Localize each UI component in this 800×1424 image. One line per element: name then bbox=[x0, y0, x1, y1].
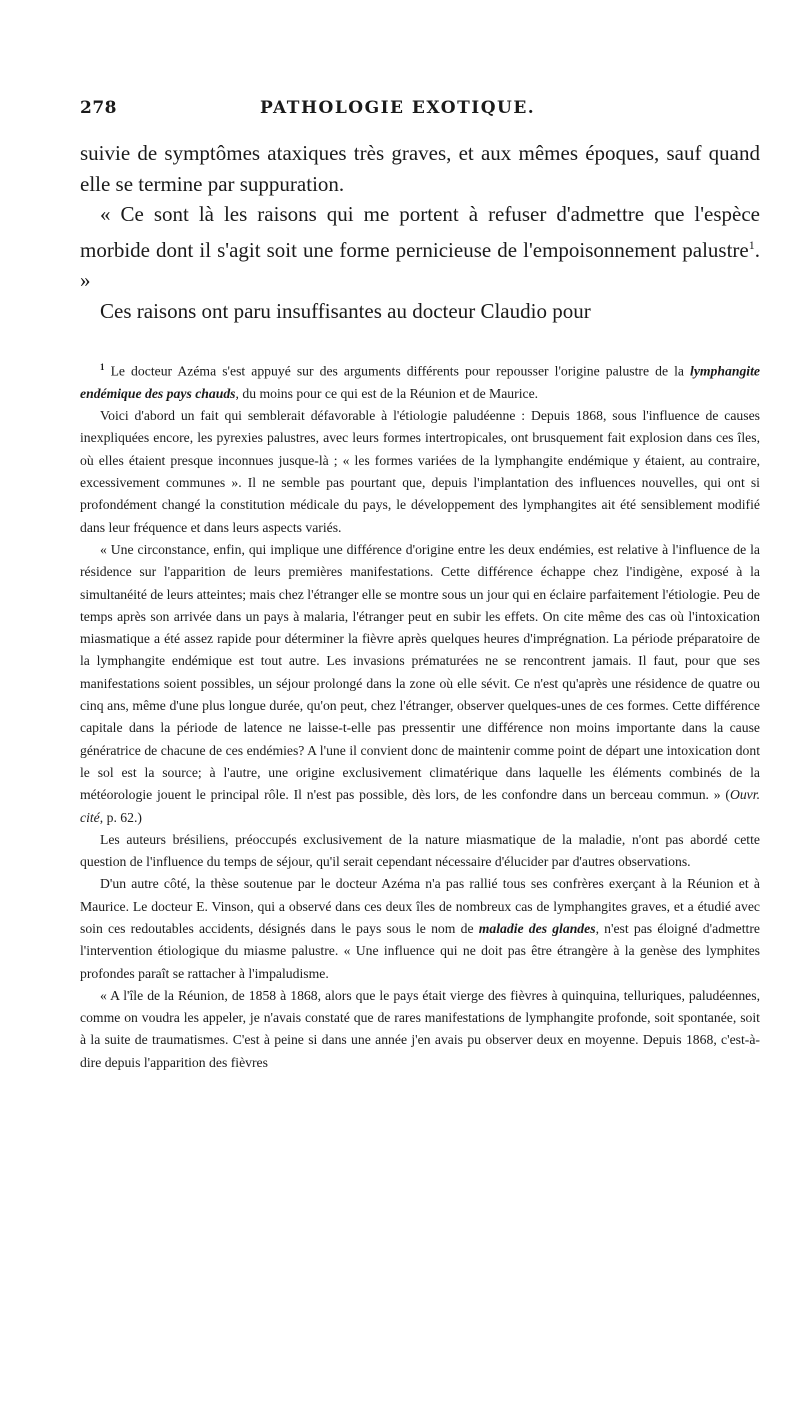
footnote-text: , n'est pas éloigné d'admettre l'intervention étiologique du miasme palustre. « Une influence qui ne doit pas être étrangère à la genèse des lymphites profondes paraît se rattacher à l'impaludisme. bbox=[80, 920, 760, 981]
footnote-paragraph bbox=[80, 539, 760, 829]
footnote-emphasis: lymphangite endémique des pays chauds bbox=[80, 363, 760, 401]
running-title: PATHOLOGIE EXOTIQUE. bbox=[260, 98, 536, 118]
footnote-text: Voici d'abord un fait qui semblerait défavorable à l'étiologie paludéenne : Depuis 1868, sous l'influence de causes inexpliquées encore, les pyrexies palustres, avec leurs formes intertropicales, ont brusquement fait explosion dans ces îles, où elles étaient presque inconnues jusque-là ; « les formes variées de la lymphangite endémique y étaient, au contraire, excessivement communes ». Il ne semble pas pourtant que, depuis l'implantation des influences nouvelles, qui ont si profondément changé la constitution médicale du pays, le développement des lymphangites ait été sensiblement modifié dans leur fréquence et dans leurs aspects variés. bbox=[80, 408, 760, 535]
paragraph-text: « Ce sont là les raisons qui me portent à refuser d'admettre que l'espèce morbide dont il s'agit soit une forme pernicieuse de l'empoisonnement palustre bbox=[80, 202, 760, 262]
footnote-text: , p. 62.) bbox=[99, 809, 142, 825]
footnote-text: Le docteur Azéma s'est appuyé sur des arguments différents pour repousser l'origine palustre de la bbox=[110, 363, 691, 379]
footnote-text: « A l'île de la Réunion, de 1858 à 1868, alors que le pays était vierge des fièvres à quinquina, telluriques, paludéennes, comme on voudra les appeler, je n'avais constaté que de rares manifestations de lymphangite profonde, soit spontanée, soit à la suite de traumatismes. C'est à peine si dans une année j'en avais pu observer deux en moyenne. Depuis 1868, c'est-à-dire depuis l'apparition des fièvres bbox=[80, 987, 760, 1070]
footnote bbox=[80, 356, 760, 405]
footnote-paragraph bbox=[80, 873, 760, 984]
page-number: 278 bbox=[80, 98, 117, 118]
paragraph bbox=[80, 296, 760, 327]
footnote-emphasis: maladie des glandes bbox=[478, 920, 596, 936]
footnote-paragraph bbox=[80, 405, 760, 539]
page-header bbox=[80, 98, 760, 132]
footnote-text: Les auteurs brésiliens, préoccupés exclusivement de la nature miasmatique de la maladie, n'ont pas abordé cette question de l'influence du temps de séjour, qu'il serait cependant nécessaire d'élucider par d'autres observations. bbox=[80, 831, 760, 870]
footnote-text: , du moins pour ce qui est de la Réunion et de Maurice. bbox=[235, 385, 539, 401]
footnote-paragraph bbox=[80, 985, 760, 1074]
main-text bbox=[80, 138, 760, 326]
footnote-reference: 1 bbox=[748, 237, 755, 252]
paragraph-text: . » bbox=[80, 237, 760, 292]
paragraph-text: suivie de symptômes ataxiques très graves, et aux mêmes époques, sauf quand elle se termine par suppuration. bbox=[80, 141, 760, 196]
footnote-mark: 1 bbox=[100, 362, 105, 372]
footnote-text: D'un autre côté, la thèse soutenue par le docteur Azéma n'a pas rallié tous ses confrères exerçant à la Réunion et à Maurice. Le docteur E. Vinson, qui a observé dans ces deux îles de nombreux cas de lymphangites graves, et a étudié avec soin ces redoutables accidents, désignés dans le pays sous le nom de bbox=[80, 876, 760, 936]
citation-reference: Ouvr. cité bbox=[80, 787, 760, 825]
paragraph bbox=[80, 138, 760, 199]
page bbox=[80, 98, 760, 1074]
paragraph-text: Ces raisons ont paru insuffisantes au docteur Claudio pour bbox=[100, 298, 591, 323]
paragraph bbox=[80, 199, 760, 296]
footnotes bbox=[80, 356, 760, 1074]
footnote-text: « Une circonstance, enfin, qui implique une différence d'origine entre les deux endémies, est relative à l'influence de la résidence sur l'apparition de leurs premières manifestations. Cette différence échappe chez l'indigène, exposé à la simultanéité de leurs atteintes; mais chez l'étranger elle se montre sous un jour qui en éclaire parfaitement l'étiologie. Peu de temps après son arrivée dans un pays à malaria, l'étranger peut en subir les effets. On cite même des cas où l'intoxication miasmatique a été assez rapide pour déterminer la fièvre après quelques heures d'imprégnation. La période préparatoire de la lymphangite endémique est tout autre. Les invasions prématurées ne se rencontrent jamais. Il faut, pour que ses manifestations soient possibles, un séjour prolongé dans la zone où elle sévit. Ce n'est qu'après une résidence de quatre ou cinq ans, même d'une plus longue durée, qu'on peut, chez l'étranger, observer quelques-unes de ces formes. Cette différence capitale dans la période de latence ne laisse-t-elle pas pressentir une différence non moins importante dans la cause génératrice de chacune de ces endémies? A l'une il convient donc de maintenir comme point de départ une intoxication dont le sol est la source; à l'autre, une origine exclusivement climatérique dans laquelle les éléments combinés de la météorologie jouent le principal rôle. Il n'est pas possible, dès lors, de les confondre dans un berceau commun. » ( bbox=[80, 541, 760, 803]
footnote-paragraph bbox=[80, 829, 760, 874]
